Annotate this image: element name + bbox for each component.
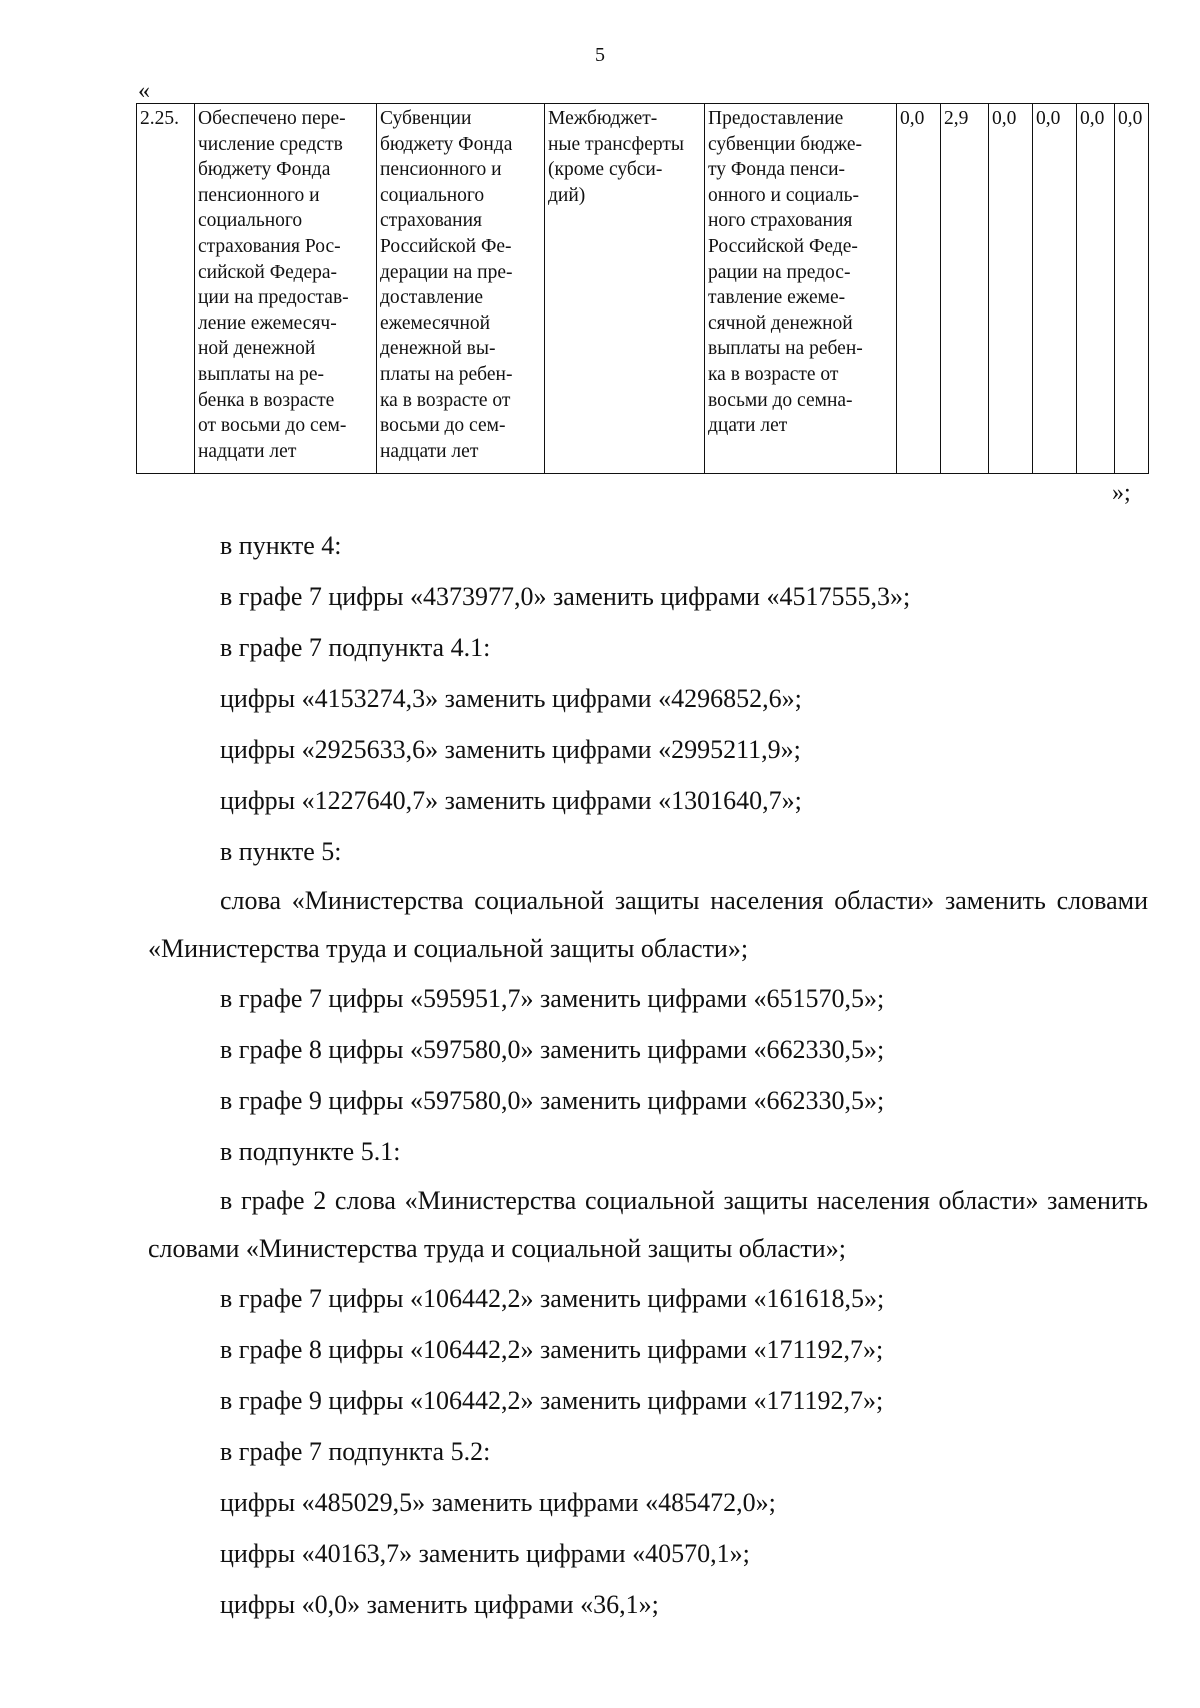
paragraph: в графе 7 цифры «595951,7» заменить цифрами «651570,5»; (220, 984, 885, 1013)
paragraph: в графе 8 цифры «597580,0» заменить цифрами «662330,5»; (220, 1035, 885, 1064)
description-cell: Предоставление субвенции бюдже- ту Фонда пенси- онного и социаль- ного страхования Российской Феде- рации на предос- тавление ежеме- сячной денежной выплаты на ребен- ка в возрасте от восьми до семна- дцати лет (705, 104, 897, 474)
paragraph: в подпункте 5.1: (220, 1137, 401, 1166)
paragraph: цифры «4153274,3» заменить цифрами «4296852,6»; (220, 684, 802, 713)
paragraph: в графе 7 цифры «106442,2» заменить цифрами «161618,5»; (220, 1284, 885, 1313)
value-cell: 2,9 (941, 104, 989, 474)
type-cell: Межбюджет- ные трансферты (кроме субси- дий) (545, 104, 705, 474)
paragraph: слова «Министерства социальной защиты населения области» заменить словами «Министерства труда и социальной защиты области»; (148, 886, 1148, 963)
paragraph: в графе 7 подпункта 4.1: (220, 633, 491, 662)
paragraph: в графе 8 цифры «106442,2» заменить цифрами «171192,7»; (220, 1335, 884, 1364)
paragraph: в графе 9 цифры «106442,2» заменить цифрами «171192,7»; (220, 1386, 884, 1415)
row-number-cell: 2.25. (137, 104, 195, 474)
value-cell: 0,0 (1115, 104, 1149, 474)
paragraph: цифры «485029,5» заменить цифрами «485472,0»; (220, 1488, 776, 1517)
paragraph: в графе 7 цифры «4373977,0» заменить цифрами «4517555,3»; (220, 582, 911, 611)
value-cell: 0,0 (897, 104, 941, 474)
value-cell: 0,0 (1077, 104, 1115, 474)
page-number: 5 (595, 44, 605, 66)
value-cell: 0,0 (989, 104, 1033, 474)
value-cell: 0,0 (1033, 104, 1077, 474)
table-row (137, 104, 1149, 474)
amendment-table (136, 103, 1149, 474)
result-cell: Обеспечено пере- числение средств бюджету Фонда пенсионного и социального страхования Рос- сийской Федера- ции на предостав- ление ежемесяч- ной денежной выплаты на ре- бенка в возрасте от восьми до сем- надцати лет (195, 104, 377, 474)
paragraph: в графе 2 слова «Министерства социальной защиты населения области» заменить словами «Министерства труда и социальной защиты области»; (148, 1186, 1148, 1263)
paragraph: цифры «0,0» заменить цифрами «36,1»; (220, 1590, 659, 1619)
paragraph: в пункте 4: (220, 531, 342, 560)
close-quote: »; (1112, 480, 1131, 506)
paragraph: цифры «40163,7» заменить цифрами «40570,1»; (220, 1539, 750, 1568)
funding-cell: Субвенции бюджету Фонда пенсионного и социального страхования Российской Фе- дерации на пре- доставление ежемесячной денежной вы- платы на ребен- ка в возрасте от восьми до сем- надцати лет (377, 104, 545, 474)
paragraph: в графе 9 цифры «597580,0» заменить цифрами «662330,5»; (220, 1086, 885, 1115)
amendment-text (148, 520, 1148, 1630)
paragraph: в графе 7 подпункта 5.2: (220, 1437, 491, 1466)
paragraph: в пункте 5: (220, 837, 342, 866)
paragraph: цифры «1227640,7» заменить цифрами «1301640,7»; (220, 786, 802, 815)
open-quote: « (138, 78, 150, 104)
paragraph: цифры «2925633,6» заменить цифрами «2995211,9»; (220, 735, 801, 764)
